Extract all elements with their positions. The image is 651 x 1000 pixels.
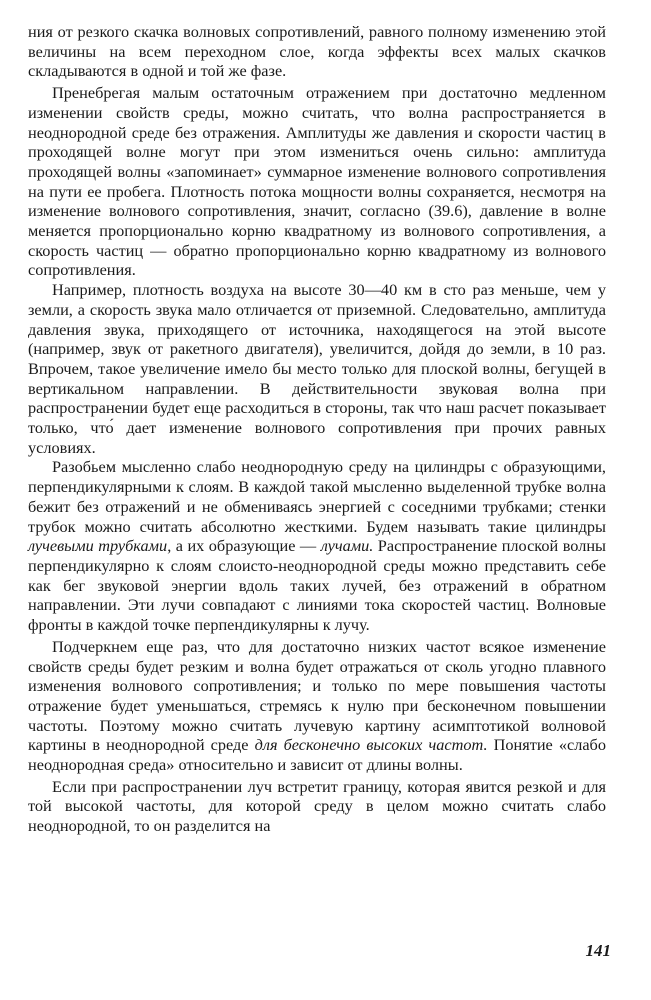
paragraph-4 (28, 457, 606, 634)
text-run: ния от резкого скачка волновых сопротивлений, равного полному изменению этой величины на всем переходном слое, когда эффекты всех малых скачков складываются в одной и той же фазе. (28, 22, 606, 81)
page-text (28, 22, 606, 836)
paragraph-2 (28, 83, 606, 280)
text-run: Понятие «слабо неоднородная среда» относительно и зависит от длины волны. (28, 735, 606, 775)
paragraph-3 (28, 280, 606, 457)
text-run: , а их образующие — (167, 536, 321, 556)
italic-term-ray-tubes: лучевыми трубками (28, 536, 168, 556)
italic-term-rays: лучами. (320, 536, 374, 556)
text-run: Распространение плоской волны перпендикулярно к слоям слоисто-неоднородной среды можно представить себе как бег звуковой энергии вдоль таких лучей, без отражений в обратном направлении. Эти лучи совпадают с линиями тока скоростей частиц. Волновые фронты в каждой точке перпендикулярны к лучу. (28, 536, 607, 635)
paragraph-6 (28, 777, 606, 836)
italic-term-high-frequencies: для бесконечно высоких частот. (254, 735, 488, 755)
text-run: Подчеркнем еще раз, что для достаточно низких частот всякое изменение свойств среды будет резким и волна будет отражаться от сколь угодно плавного изменения волнового сопротивления; и только по мере повышения частоты отражение будет уменьшаться, стремясь к нулю при бесконечном повышении частоты. Поэтому можно считать лучевую картину асимптотикой волновой картины в неоднородной среде (28, 636, 606, 755)
paragraph-5 (28, 637, 606, 775)
text-run: Разобьем мысленно слабо неоднородную среду на цилиндры с образующими, перпендикулярными к слоям. В каждой такой мысленно выделенной трубке волна бежит без отражений и не обмениваясь энергией с соседними трубками; стенки трубок можно считать абсолютно жесткими. Будем называть такие цилиндры (28, 457, 606, 536)
page-number: 141 (585, 941, 611, 960)
text-run: Если при распространении луч встретит границу, которая явится резкой и для той высокой частоты, для которой среду в целом можно считать слабо неоднородной, то он разделится на (28, 776, 606, 836)
paragraph-1 (28, 22, 606, 81)
text-run: Пренебрегая малым остаточным отражением при достаточно медленном изменении свойств среды, можно считать, что волна распространяется в неоднородной среде без отражения. Амплитуды же давления и скорости частиц в проходящей волне могут при этом измениться очень сильно: амплитуда проходящей волны «запоминает» суммарное изменение волнового сопротивления на пути ее пробега. Плотность потока мощности волны сохраняется, несмотря на изменение волнового сопротивления, значит, согласно (39.6), давление в волне меняется пропорционально корню квадратному из волнового сопротивления, а скорость частиц — обратно пропорционально корню квадратному из волнового сопротивления. (28, 83, 606, 280)
text-run: Например, плотность воздуха на высоте 30—40 км в сто раз меньше, чем у земли, а скорость звука мало отличается от приземной. Следовательно, амплитуда давления звука, приходящего от источника, находящегося на этой высоте (например, звук от ракетного двигателя), увеличится, дойдя до земли, в 10 раз. Впрочем, такое увеличение имело бы место только для плоской волны, бегущей в вертикальном направлении. В действительности звуковая волна при распространении будет еще расходиться в стороны, так что наш расчет показывает только, что́ дает изменение волнового сопротивления при прочих равных условиях. (28, 280, 606, 457)
